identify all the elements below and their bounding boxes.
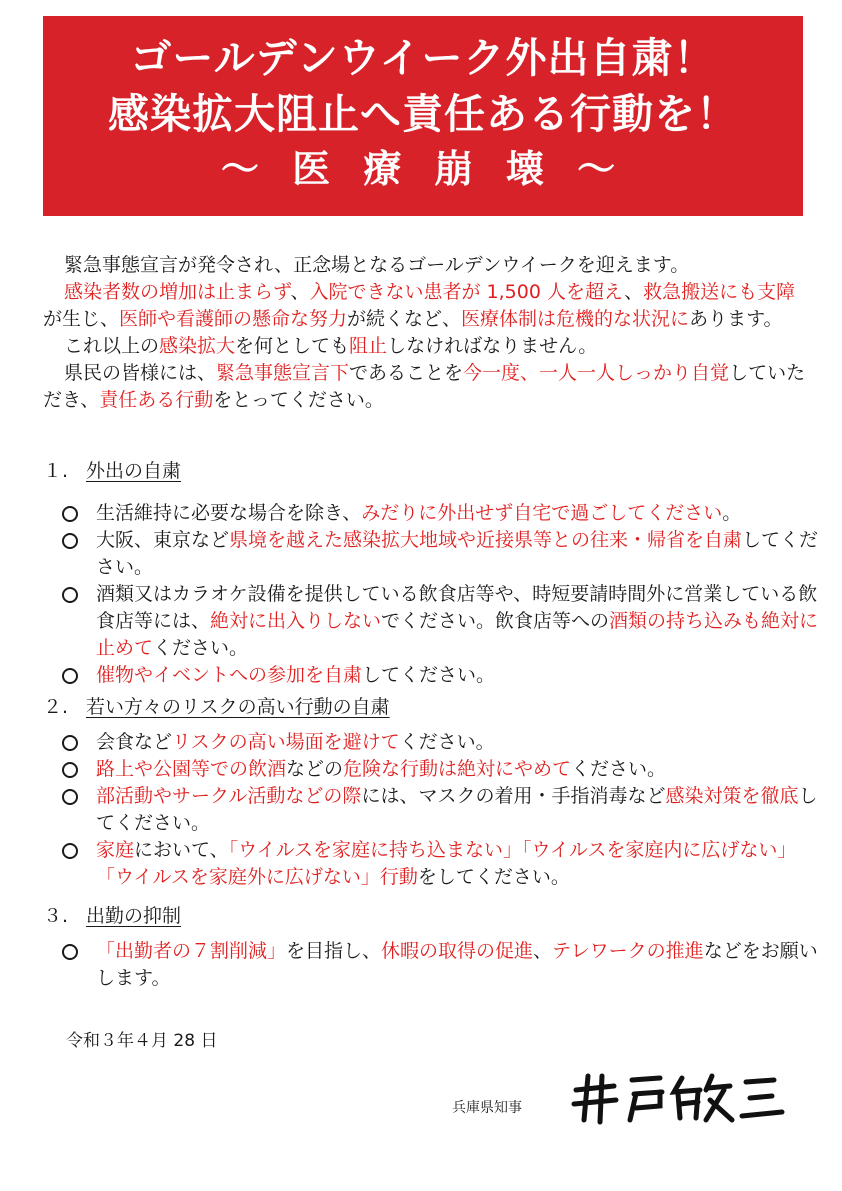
section-heading-1 [43,458,181,485]
emphasis-text: 危険な行動は絶対にやめて [343,758,572,780]
section-number: ３. [43,905,69,927]
emphasis-text: 家庭 [96,839,135,861]
body-text: において、 [134,839,229,861]
item-text [96,502,741,524]
body-text: してください。 [96,785,818,834]
item-text [96,785,817,834]
bullet-circle-icon [62,506,78,522]
body-text: などをお願いします。 [96,940,818,989]
body-text: 生活維持に必要な場合を除き、 [96,502,362,524]
section-number: ２. [43,696,69,718]
bullet-circle-icon [62,944,78,960]
bullet-circle-icon [62,668,78,684]
item-text [96,731,495,753]
body-text: 、 [624,281,644,303]
body-text: が続くなど、 [347,308,462,330]
list-item [62,938,822,992]
section-title: 若い方々のリスクの高い行動の自粛 [86,696,390,718]
body-text: 。 [722,502,742,524]
list-item [62,729,822,756]
emphasis-text: 絶対に出入りしない [210,610,382,632]
list-item [62,756,822,783]
emphasis-text: 今一度、一人一人しっかり自覚 [463,362,730,384]
banner-title-line2: 感染拡大阻止へ責任ある行動を！ [108,90,738,138]
emphasis-text: 催物やイベントへの参加を自粛 [96,664,363,686]
item-text [96,839,796,888]
emphasis-text: テレワークの推進 [552,940,704,962]
emphasis-text: 休暇の取得の促進 [381,940,534,962]
emphasis-text: 医師や看護師の懸命な努力 [119,308,348,330]
emphasis-text: リスクの高い場面を避けて [172,731,400,753]
section-list-3 [62,938,822,992]
body-text: 大阪、東京など [96,529,230,551]
governor-signature [570,1070,790,1126]
emphasis-text: 責任ある行動 [99,389,214,411]
emphasis-text: 路上や公園等での飲酒 [96,758,287,780]
body-text: ください。 [399,731,495,753]
intro-paragraph-3 [43,333,813,360]
bullet-circle-icon [62,587,78,603]
body-text: が生じ、 [43,308,120,330]
intro-paragraph-4 [43,360,813,414]
intro-paragraph-2 [43,279,813,333]
item-text [96,664,495,686]
bullet-circle-icon [62,735,78,751]
body-text: を目指し、 [286,940,382,962]
emphasis-text: 救急搬送にも支障 [643,281,796,303]
section-title: 外出の自粛 [86,460,182,482]
emphasis-text: 酒類の持ち込みも絶対に止めて [96,610,819,659]
emphasis-text: 緊急事態宣言下 [216,362,350,384]
body-text: を何としても [235,335,350,357]
section-list-2 [62,729,822,891]
list-item [62,527,822,581]
body-text: していただき、 [43,362,806,411]
list-item [62,500,822,527]
body-text: ください。 [571,758,667,780]
list-item [62,662,822,689]
section-title: 出勤の抑制 [86,905,182,927]
section-heading-2 [43,694,390,721]
emphasis-text: 入院できない患者が 1,500 人を超え [309,281,625,303]
body-text: などの [286,758,344,780]
bullet-circle-icon [62,789,78,805]
banner-title-line1: ゴールデンウイーク外出自粛！ [130,34,716,82]
body-text: 、 [290,281,310,303]
issue-date: 令和３年４月 28 日 [66,1031,218,1051]
list-item [62,837,822,891]
body-text: であることを [349,362,464,384]
item-text [96,758,666,780]
emphasis-text: 感染拡大 [159,335,236,357]
body-text: 酒類又はカラオケ設備を提供している飲食店等や、時短要請時間外に営業している飲食店等には、 [96,583,818,632]
item-text [96,583,818,659]
body-text: 、 [533,940,553,962]
emphasis-text: 「ウイルスを家庭に持ち込まない」「ウイルスを家庭内に広げない」「ウイルスを家庭外に広げない」行動 [96,839,797,888]
intro-paragraph-1: 緊急事態宣言が発令され、正念場となるゴールデンウイークを迎えます。 [64,254,690,276]
section-heading-3 [43,903,181,930]
list-item [62,581,822,662]
body-text: してください。 [362,664,496,686]
body-text: をとってください。 [213,389,384,411]
emphasis-text: 「出勤者の７割削減」 [96,940,287,962]
intro-message [43,252,813,414]
body-text: しなければなりません。 [387,335,598,357]
section-number: １. [43,460,69,482]
emphasis-text: 感染者数の増加は止まらず [64,281,291,303]
section-list-1 [62,500,822,689]
body-text: ください。 [153,637,249,659]
emphasis-text: 部活動やサークル活動などの際 [96,785,362,807]
bullet-circle-icon [62,843,78,859]
body-text: してください。 [96,529,819,578]
emphasis-text: 感染対策を徹底 [665,785,799,807]
emphasis-text: 阻止 [349,335,388,357]
body-text: をしてください。 [417,866,570,888]
emphasis-text: 県境を越えた感染拡大地域や近接県等との往来・帰省を自粛 [229,529,743,551]
body-text: 県民の皆様には、 [64,362,217,384]
body-text: 会食など [96,731,173,753]
body-text: あります。 [689,308,783,330]
bullet-circle-icon [62,762,78,778]
item-text [96,940,818,989]
body-text: これ以上の [64,335,160,357]
body-text: でください。飲食店等への [381,610,610,632]
body-text: には、マスクの着用・手指消毒など [361,785,666,807]
bullet-circle-icon [62,533,78,549]
list-item [62,783,822,837]
header-banner [43,16,803,216]
item-text [96,529,818,578]
banner-subtitle: ～ 医 療 崩 壊 ～ [220,147,626,191]
emphasis-text: 医療体制は危機的な状況に [461,308,690,330]
emphasis-text: みだりに外出せず自宅で過ごしてください [361,502,723,524]
governor-title: 兵庫県知事 [452,1100,522,1116]
